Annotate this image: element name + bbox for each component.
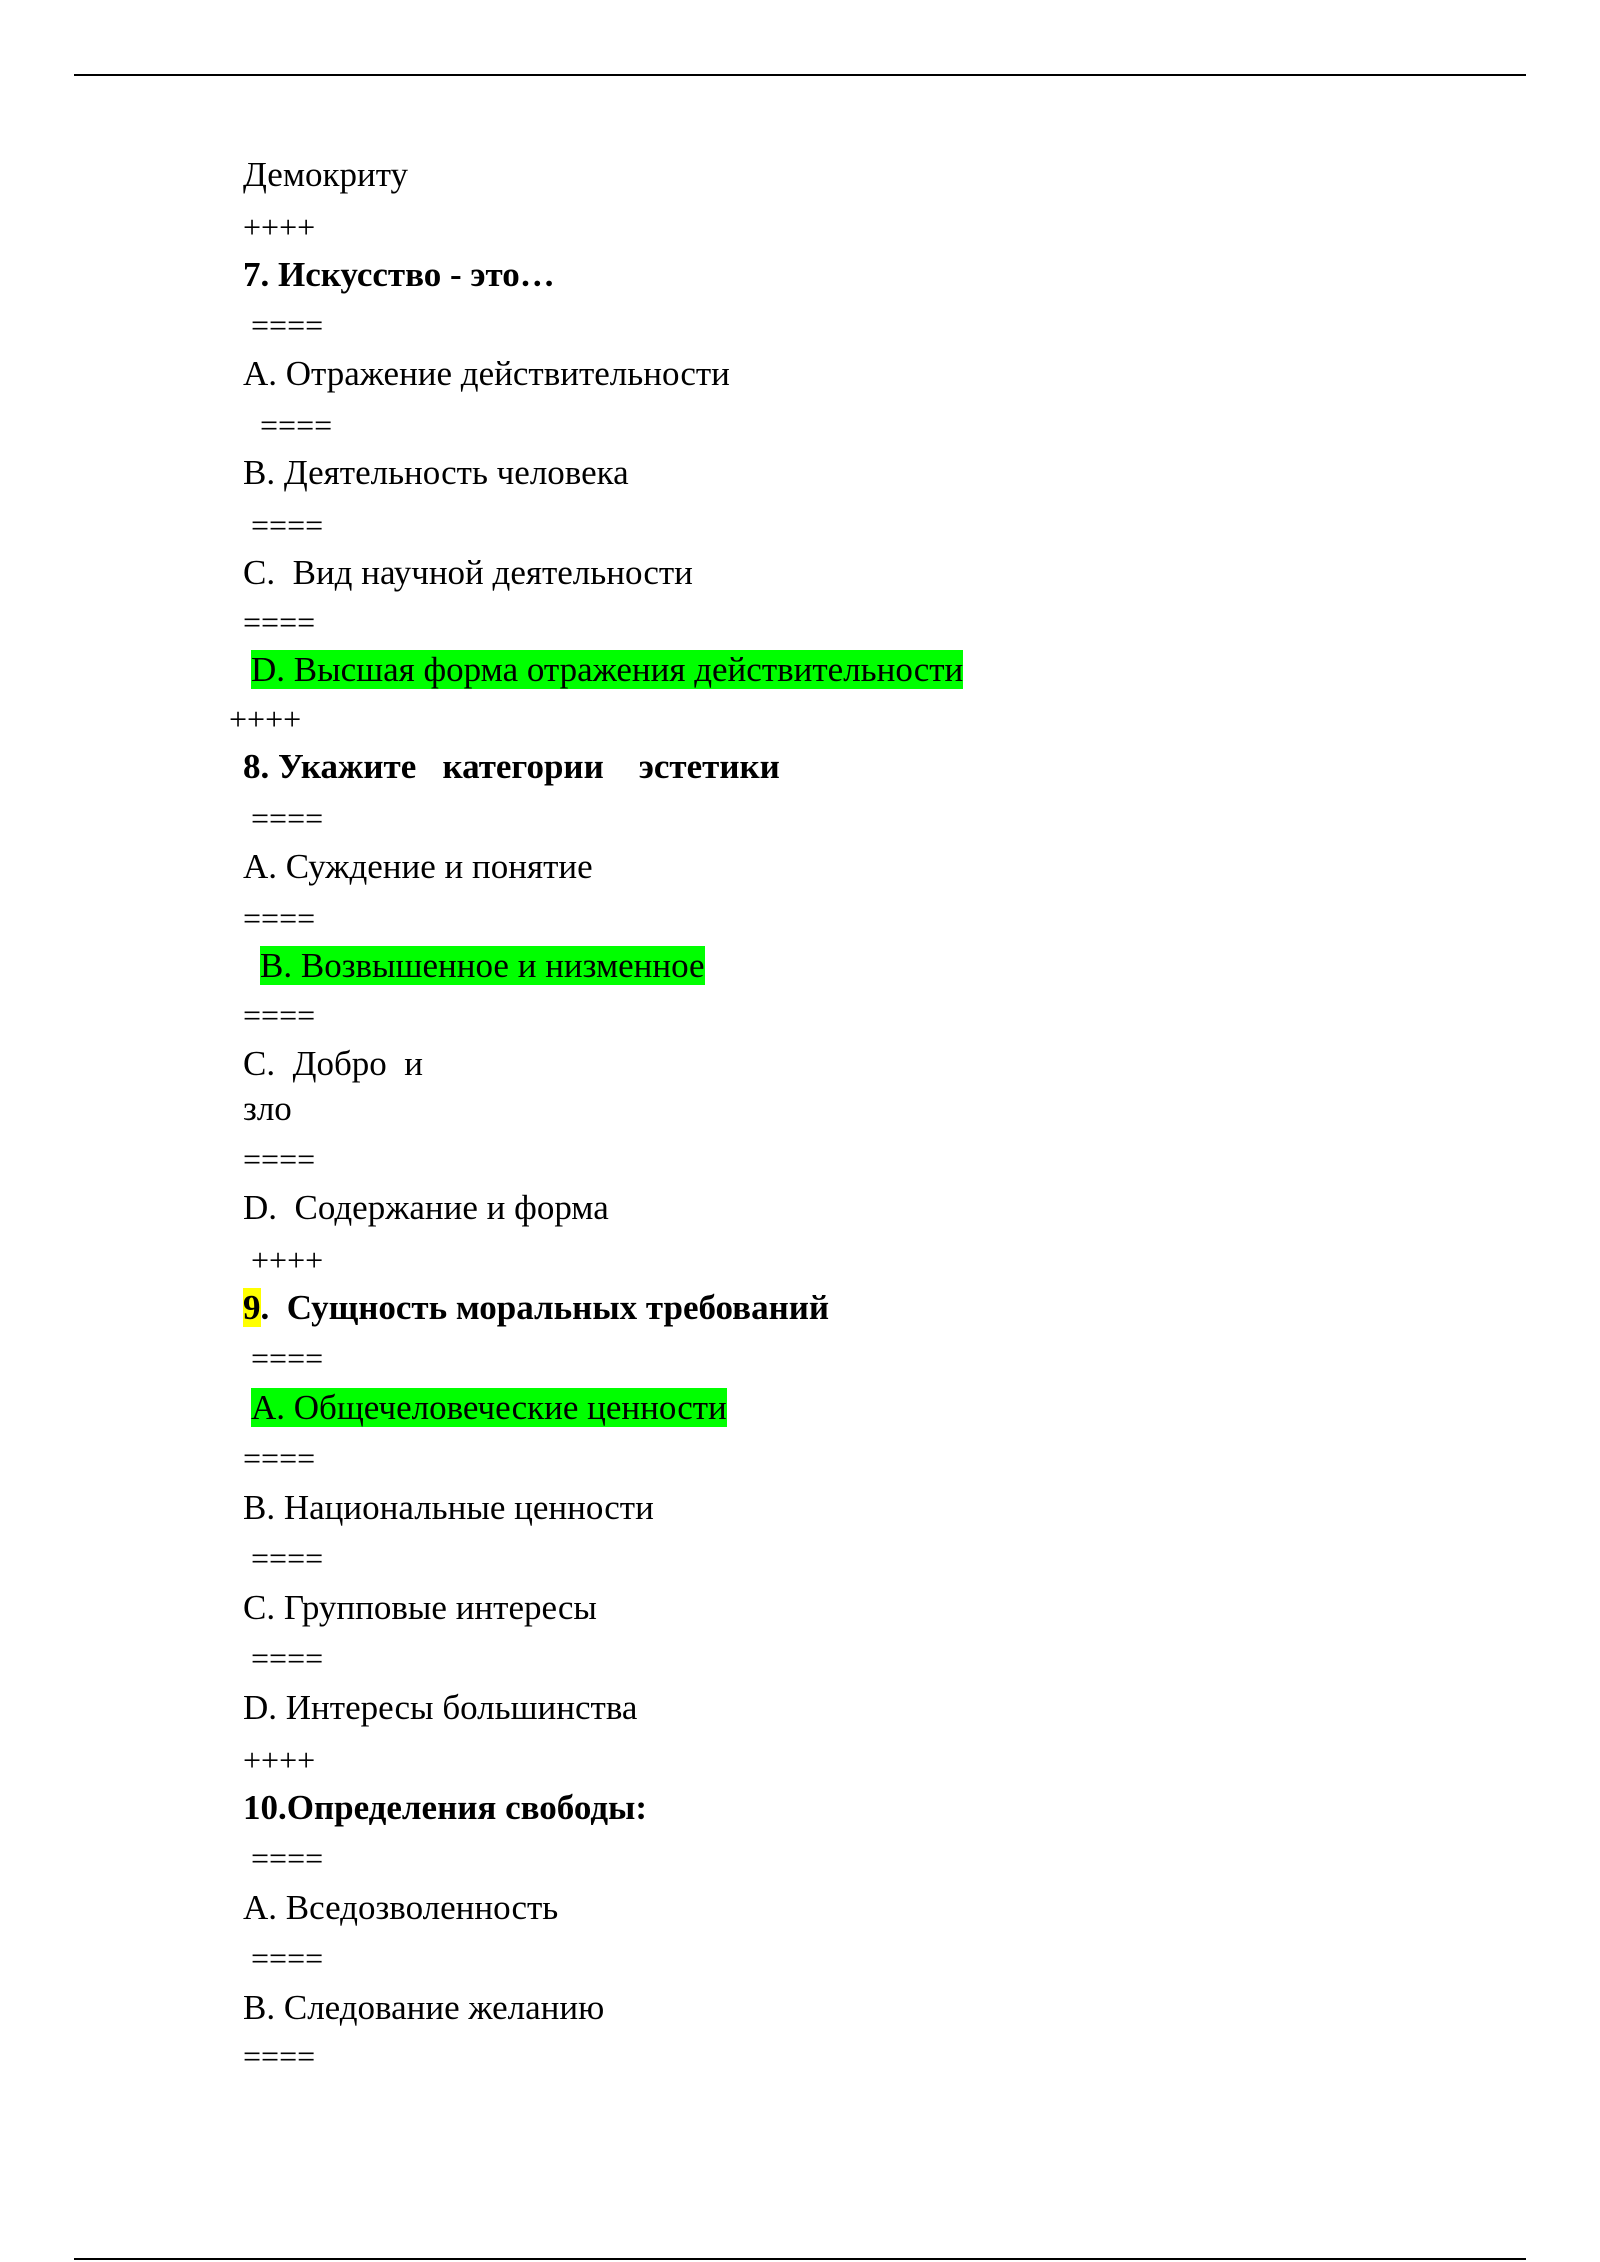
question-9-option-c: C. Групповые интересы (243, 1588, 597, 1627)
option-separator: ==== (243, 997, 316, 1033)
question-9-title (243, 1286, 829, 1330)
option-separator: ==== (251, 1840, 324, 1876)
question-7-title: 7. Искусство - это… (243, 255, 555, 294)
option-separator: ==== (251, 307, 324, 343)
correct-answer-highlight: B. Возвышенное и низменное (260, 946, 705, 985)
option-separator: ==== (243, 2038, 316, 2074)
question-7-option-c: C. Вид научной деятельности (243, 553, 693, 592)
question-7-option-b: B. Деятельность человека (243, 453, 629, 492)
option-separator: ==== (243, 604, 316, 640)
question-7-option-a: A. Отражение действительности (243, 354, 730, 393)
question-8-option-c-wrap: зло (243, 1089, 292, 1128)
question-10-option-b: B. Следование желанию (243, 1988, 605, 2027)
question-10-option-a: A. Вседозволенность (243, 1888, 559, 1927)
answer-continuation-text: Демокриту (243, 155, 409, 194)
question-7-option-d-correct (251, 648, 963, 692)
question-8-option-a: A. Суждение и понятие (243, 847, 593, 886)
footer-rule (74, 2258, 1526, 2260)
question-9-option-a-correct (251, 1386, 727, 1430)
option-separator: ==== (251, 507, 324, 543)
question-9-option-d: D. Интересы большинства (243, 1688, 638, 1727)
option-separator: ==== (243, 1141, 316, 1177)
question-9-option-b: B. Национальные ценности (243, 1488, 654, 1527)
question-8-option-c: C. Добро и (243, 1044, 424, 1083)
option-separator: ==== (243, 900, 316, 936)
option-separator: ==== (251, 1540, 324, 1576)
question-separator: ++++ (243, 1742, 316, 1778)
question-separator: ++++ (243, 209, 316, 245)
question-8-option-d: D. Содержание и форма (243, 1188, 609, 1227)
question-10-title: 10.Определения свободы: (243, 1788, 648, 1827)
option-separator: ==== (251, 800, 324, 836)
option-separator: ==== (251, 1640, 324, 1676)
option-separator: ==== (260, 407, 333, 443)
question-9-text: . Сущность моральных требований (260, 1288, 830, 1327)
correct-answer-highlight: D. Высшая форма отражения действительности (251, 650, 964, 689)
question-number-highlight: 9 (243, 1288, 261, 1327)
correct-answer-highlight: A. Общечеловеческие ценности (251, 1388, 727, 1427)
question-8-option-b-correct (260, 944, 705, 988)
question-8-title: 8. Укажите категории эстетики (243, 747, 780, 786)
option-separator: ==== (251, 1340, 324, 1376)
question-separator: ++++ (229, 701, 302, 737)
option-separator: ==== (243, 1440, 316, 1476)
option-separator: ==== (251, 1940, 324, 1976)
question-separator: ++++ (251, 1242, 324, 1278)
